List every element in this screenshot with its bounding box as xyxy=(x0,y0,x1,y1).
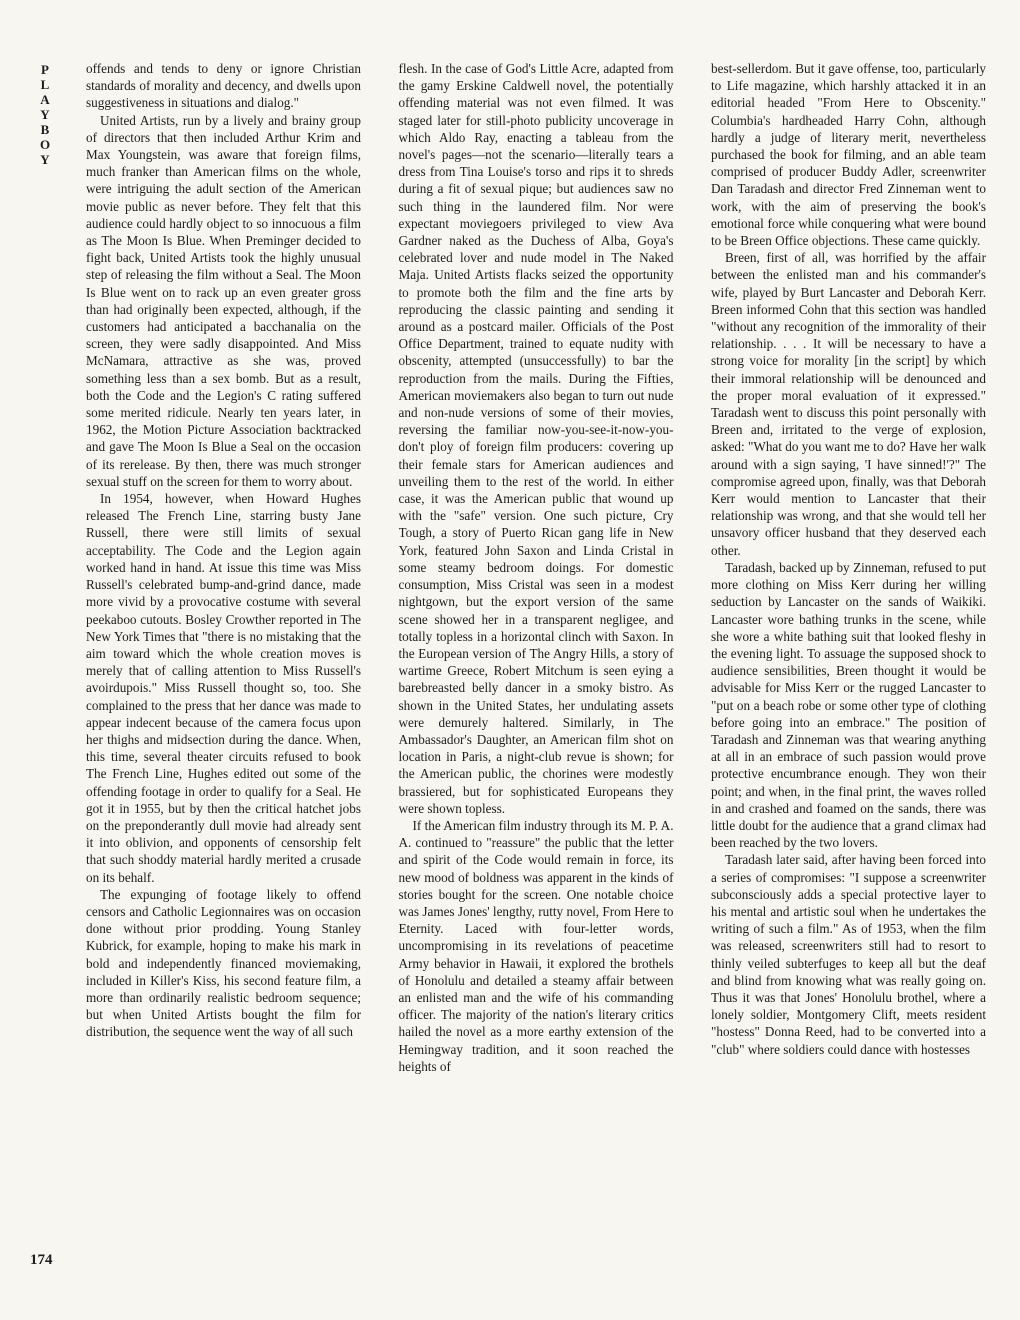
masthead-letter: Y xyxy=(40,152,50,167)
paragraph: flesh. In the case of God's Little Acre, adapted from the gamy Erskine Caldwell novel, the potentially offending material was not even filmed. It was staged later for still-photo publicity uncoverage in which Aldo Ray, enacting a tableau from the novel's pages—not the scenario—literally tears a dress from Tina Louise's torso and rips it to shreds during a fit of sexual pique; but audiences saw no such thing in the laundered film. Nor were expectant moviegoers privileged to view Ava Gardner naked as the Duchess of Alba, Goya's celebrated lover and nude model in The Naked Maja. United Artists flacks seized the opportunity to promote both the film and the fine arts by reproducing the classic painting and sending it around as a postcard mailer. Officials of the Post Office Department, trained to equate nudity with obscenity, attempted (unsuccessfully) to bar the reproduction from the mails. During the Fifties, American moviemakers also began to turn out nude and non-nude versions of some of their movies, reversing the familiar now-you-see-it-now-you-don't ploy of foreign film producers: covering up their female stars for American audiences and unveiling them to the rest of the world. In either case, it was the American public that wound up with the "safe" version. One such picture, Cry Tough, a story of Puerto Rican gang life in New York, featured John Saxon and Linda Cristal in some steamy bedroom doings. For domestic consumption, Miss Cristal was seen in a modest nightgown, but the export version of the same scene showed her in a transparent negligee, and totally topless in a horizontal clinch with Saxon. In the European version of The Angry Hills, a story of wartime Greece, Robert Mitchum is seen eying a barebreasted belly dancer in a smoky bistro. As shown in the United States, her undulating assets were demurely haltered. Similarly, in The Ambassador's Daughter, an American film shot on location in Paris, a night-club revue is shown; for the American public, the chorines were modestly brassiered, but for sophisticated Europeans they were shown topless. xyxy=(398,61,674,816)
paragraph: In 1954, however, when Howard Hughes released The French Line, starring busty Jane Russell, there were still limits of sexual acceptability. The Code and the Legion again worked hand in hand. At issue this time was Miss Russell's celebrated bump-and-grind dance, made more vivid by a provocative costume with several peekaboo cutouts. Bosley Crowther reported in The New York Times that "there is no mistaking that the aim toward which the whole creation moves is merely that of calling attention to Miss Russell's avoirdupois." Miss Russell thought so, too. She complained to the press that her dance was made to appear indecent because of the camera focus upon her thighs and midsection during the dance. When, this time, several theater circuits refused to book The French Line, Hughes edited out some of the offending footage in order to qualify for a Seal. He got it in 1955, but by then the critical hatchet jobs on the preponderantly dull movie had already sent it into oblivion, and opponents of censorship felt that such shoddy material hardly merited a crusade on its behalf. xyxy=(86,491,361,885)
magazine-masthead xyxy=(30,62,60,167)
page-number: 174 xyxy=(30,1252,53,1268)
text-column-1 xyxy=(86,60,361,1270)
paragraph: If the American film industry through its M. P. A. A. continued to "reassure" the public that the letter and spirit of the Code would remain in force, its new mood of boldness was apparent in the kinds of stories bought for the screen. One notable choice was James Jones' lengthy, rutty novel, From Here to Eternity. Laced with four-letter words, uncompromising in its revelations of peacetime Army behavior in Hawaii, it explored the brothels of Honolulu and detailed a steamy affair between an enlisted man and the wife of his commanding officer. The majority of the nation's literary critics hailed the novel as a more earthy extension of the Hemingway tradition, and it soon reached the heights of xyxy=(398,817,674,1074)
text-column-2 xyxy=(399,60,674,1270)
paragraph: offends and tends to deny or ignore Christian standards of morality and decency, and dwells upon suggestiveness in situations and dialog." xyxy=(86,61,361,111)
masthead-letter: B xyxy=(40,122,50,137)
paragraph: Taradash later said, after having been forced into a series of compromises: "I suppose a screenwriter subconsciously adds a special protective layer to his mental and artistic soul when he undertakes the writing of such a film." As of 1953, when the film was released, screenwriters still had to resort to thinly veiled subterfuges to keep all but the deaf and blind from knowing what was really going on. Thus it was that Jones' Honolulu brothel, where a lonely soldier, Montgomery Clift, meets resident "hostess" Donna Reed, had to be converted into a "club" where soldiers could dance with hostesses xyxy=(711,852,986,1057)
masthead-letter: Y xyxy=(40,107,50,122)
masthead-letter: L xyxy=(40,77,50,92)
paragraph: United Artists, run by a lively and brainy group of directors that then included Arthur Krim and Max Youngstein, was aware that foreign films, much franker than American films on the whole, were intriguing the adult section of the American movie public as never before. They felt that this audience could hardly object to so innocuous a film as The Moon Is Blue. When Preminger decided to fight back, United Artists took the highly unusual step of releasing the film without a Seal. The Moon Is Blue went on to rack up an even greater gross than had originally been expected, although, if the customers had anticipated a bacchanalia on the screen, they were sadly disappointed. And Miss McNamara, attractive as she was, proved something less than a sex bomb. But as a result, both the Code and the Legion's C rating suffered some merited ridicule. Nearly ten years later, in 1962, the Motion Picture Association backtracked and gave The Moon Is Blue a Seal on the occasion of its rerelease. By then, there was much stronger sexual stuff on the screen for them to worry about. xyxy=(86,112,361,489)
paragraph: best-sellerdom. But it gave offense, too, particularly to Life magazine, which harshly attacked it in an editorial headed "From Here to Obscenity." Columbia's hardheaded Harry Cohn, although hardly a judge of literary merit, nevertheless purchased the book for filming, and an able team comprised of producer Buddy Adler, screenwriter Dan Taradash and director Fred Zinneman went to work, with the aim of preserving the book's emotional force while conquering what were bound to be Breen Office objections. These came quickly. xyxy=(711,61,986,249)
paragraph: Taradash, backed up by Zinneman, refused to put more clothing on Miss Kerr during her willing seduction by Lancaster on the sands of Waikiki. Lancaster wore bathing trunks in the scene, while she wore a white bathing suit that looked fleshy in the evening light. To assuage the supposed shock to audience sensibilities, Breen thought it would be advisable for Miss Kerr or the rugged Lancaster to "put on a beach robe or some other type of clothing before going into an embrace." The position of Taradash and Zinneman was that wearing anything at all in an embrace of such passion would prove protective encumbrance enough. They won their point; and when, in the final print, the waves rolled in and crashed and foamed on the sands, there was little doubt for the audience that a grand climax had been reached by the two lovers. xyxy=(711,559,986,851)
text-column-3 xyxy=(711,60,986,1270)
paragraph: Breen, first of all, was horrified by the affair between the enlisted man and his commander's wife, played by Burt Lancaster and Deborah Kerr. Breen informed Cohn that this section was handled "without any recognition of the immorality of their relationship. . . . It will be necessary to have a strong voice for morality [in the script] by which their immoral relationship will be denounced and the proper moral evaluation of it expressed." Taradash went to discuss this point personally with Breen and, irritated to the verge of explosion, asked: "What do you want me to do? Have her walk around with a sign saying, 'I have sinned!'?" The compromise agreed upon, finally, was that Deborah Kerr would mention to Lancaster that their relationship was wrong, and that she would tell her unsavory officer husband that they deserved each other. xyxy=(711,250,986,558)
article-body xyxy=(86,60,986,1270)
paragraph: The expunging of footage likely to offend censors and Catholic Legionnaires was on occasion done without prior prodding. Young Stanley Kubrick, for example, hoping to make his mark in bold and independently financed moviemaking, included in Killer's Kiss, his second feature film, a more than ordinarily realistic bedroom sequence; but when United Artists bought the film for distribution, the sequence went the way of all such xyxy=(86,886,361,1040)
masthead-letter: O xyxy=(39,137,51,152)
masthead-letter: P xyxy=(41,62,49,77)
masthead-letter: A xyxy=(40,92,50,107)
